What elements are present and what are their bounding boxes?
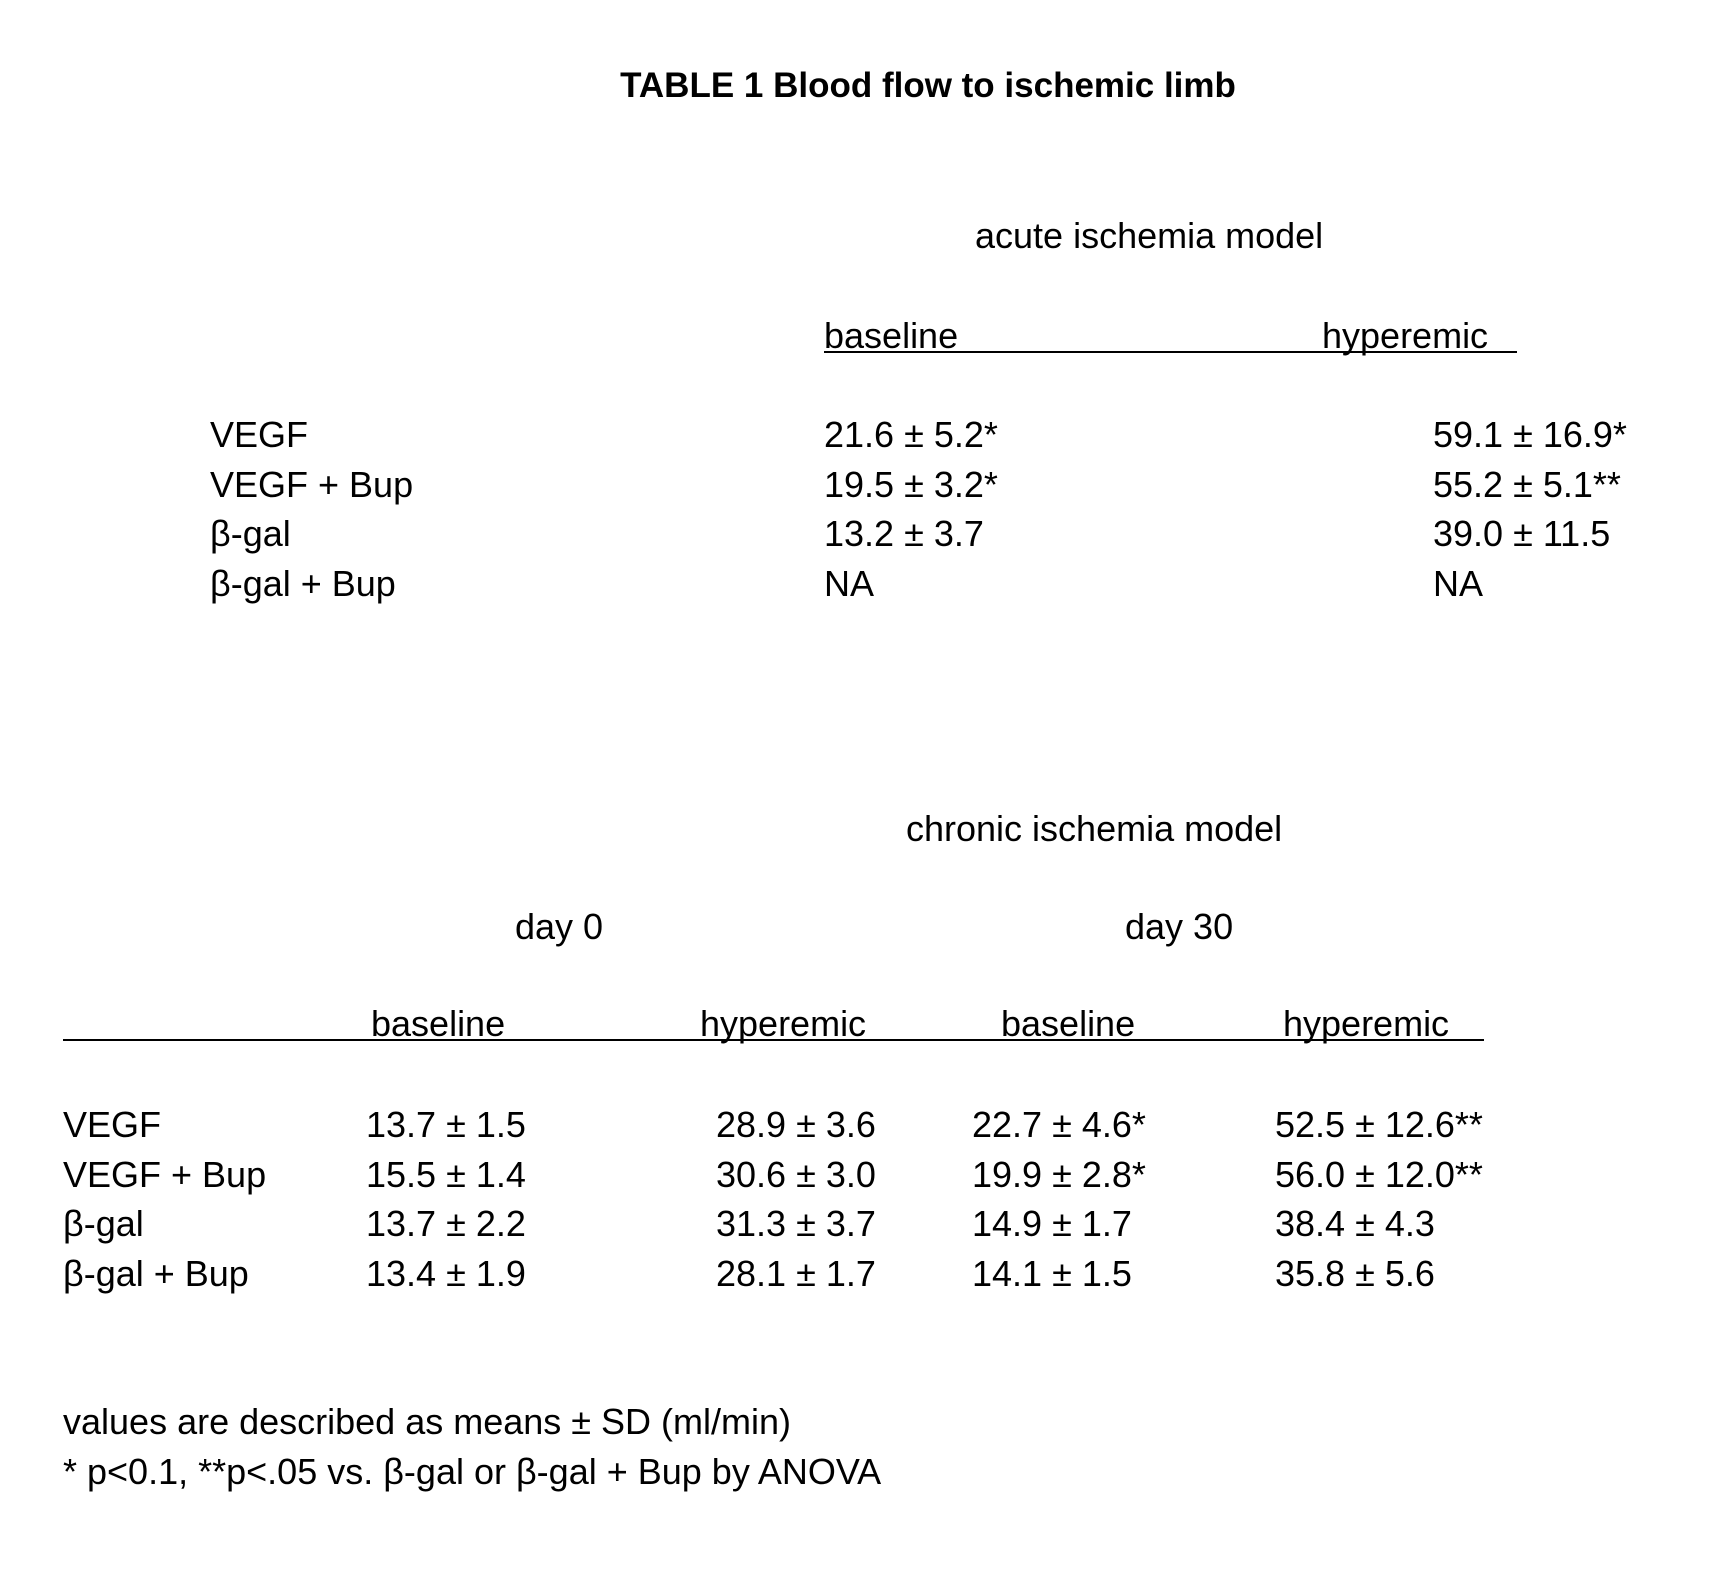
chronic-col-day30-baseline: baseline [1001, 1006, 1135, 1042]
acute-heading: acute ischemia model [975, 218, 1323, 254]
table-cell: 39.0 ± 11.5 [1433, 516, 1610, 552]
chronic-header-rule [63, 1039, 1484, 1041]
table-cell: 13.7 ± 1.5 [366, 1107, 526, 1143]
table-cell: 52.5 ± 12.6** [1275, 1107, 1483, 1143]
row-label: VEGF + Bup [63, 1157, 266, 1193]
table-cell: 35.8 ± 5.6 [1275, 1256, 1435, 1292]
row-label: VEGF [210, 417, 308, 453]
acute-header-rule [824, 351, 1517, 353]
acute-col-baseline: baseline [824, 318, 958, 354]
table-cell: 38.4 ± 4.3 [1275, 1206, 1435, 1242]
chronic-col-day0-hyperemic: hyperemic [700, 1006, 866, 1042]
table-cell: 28.1 ± 1.7 [716, 1256, 876, 1292]
table-cell: NA [824, 566, 874, 602]
footnote-significance: * p<0.1, **p<.05 vs. β-gal or β-gal + Bup by ANOVA [63, 1454, 881, 1490]
table-title: TABLE 1 Blood flow to ischemic limb [0, 68, 1724, 103]
table-cell: 22.7 ± 4.6* [972, 1107, 1146, 1143]
chronic-col-day30-hyperemic: hyperemic [1283, 1006, 1449, 1042]
table-cell: NA [1433, 566, 1483, 602]
table-cell: 19.5 ± 3.2* [824, 467, 998, 503]
chronic-heading: chronic ischemia model [906, 811, 1282, 847]
acute-col-hyperemic: hyperemic [1322, 318, 1488, 354]
table-cell: 15.5 ± 1.4 [366, 1157, 526, 1193]
table-cell: 55.2 ± 5.1** [1433, 467, 1621, 503]
row-label: β-gal [210, 516, 291, 552]
chronic-group-day0: day 0 [515, 909, 603, 945]
table-cell: 13.7 ± 2.2 [366, 1206, 526, 1242]
table-cell: 59.1 ± 16.9* [1433, 417, 1627, 453]
row-label: β-gal + Bup [210, 566, 396, 602]
chronic-group-day30: day 30 [1125, 909, 1233, 945]
row-label: VEGF + Bup [210, 467, 413, 503]
table-cell: 19.9 ± 2.8* [972, 1157, 1146, 1193]
table-cell: 28.9 ± 3.6 [716, 1107, 876, 1143]
table-cell: 13.2 ± 3.7 [824, 516, 984, 552]
table-cell: 30.6 ± 3.0 [716, 1157, 876, 1193]
table-cell: 56.0 ± 12.0** [1275, 1157, 1483, 1193]
footnote-values: values are described as means ± SD (ml/min) [63, 1404, 791, 1440]
row-label: VEGF [63, 1107, 161, 1143]
chronic-col-day0-baseline: baseline [371, 1006, 505, 1042]
table-cell: 31.3 ± 3.7 [716, 1206, 876, 1242]
table-cell: 21.6 ± 5.2* [824, 417, 998, 453]
table-cell: 14.1 ± 1.5 [972, 1256, 1132, 1292]
row-label: β-gal + Bup [63, 1256, 249, 1292]
row-label: β-gal [63, 1206, 144, 1242]
table-cell: 14.9 ± 1.7 [972, 1206, 1132, 1242]
table-cell: 13.4 ± 1.9 [366, 1256, 526, 1292]
